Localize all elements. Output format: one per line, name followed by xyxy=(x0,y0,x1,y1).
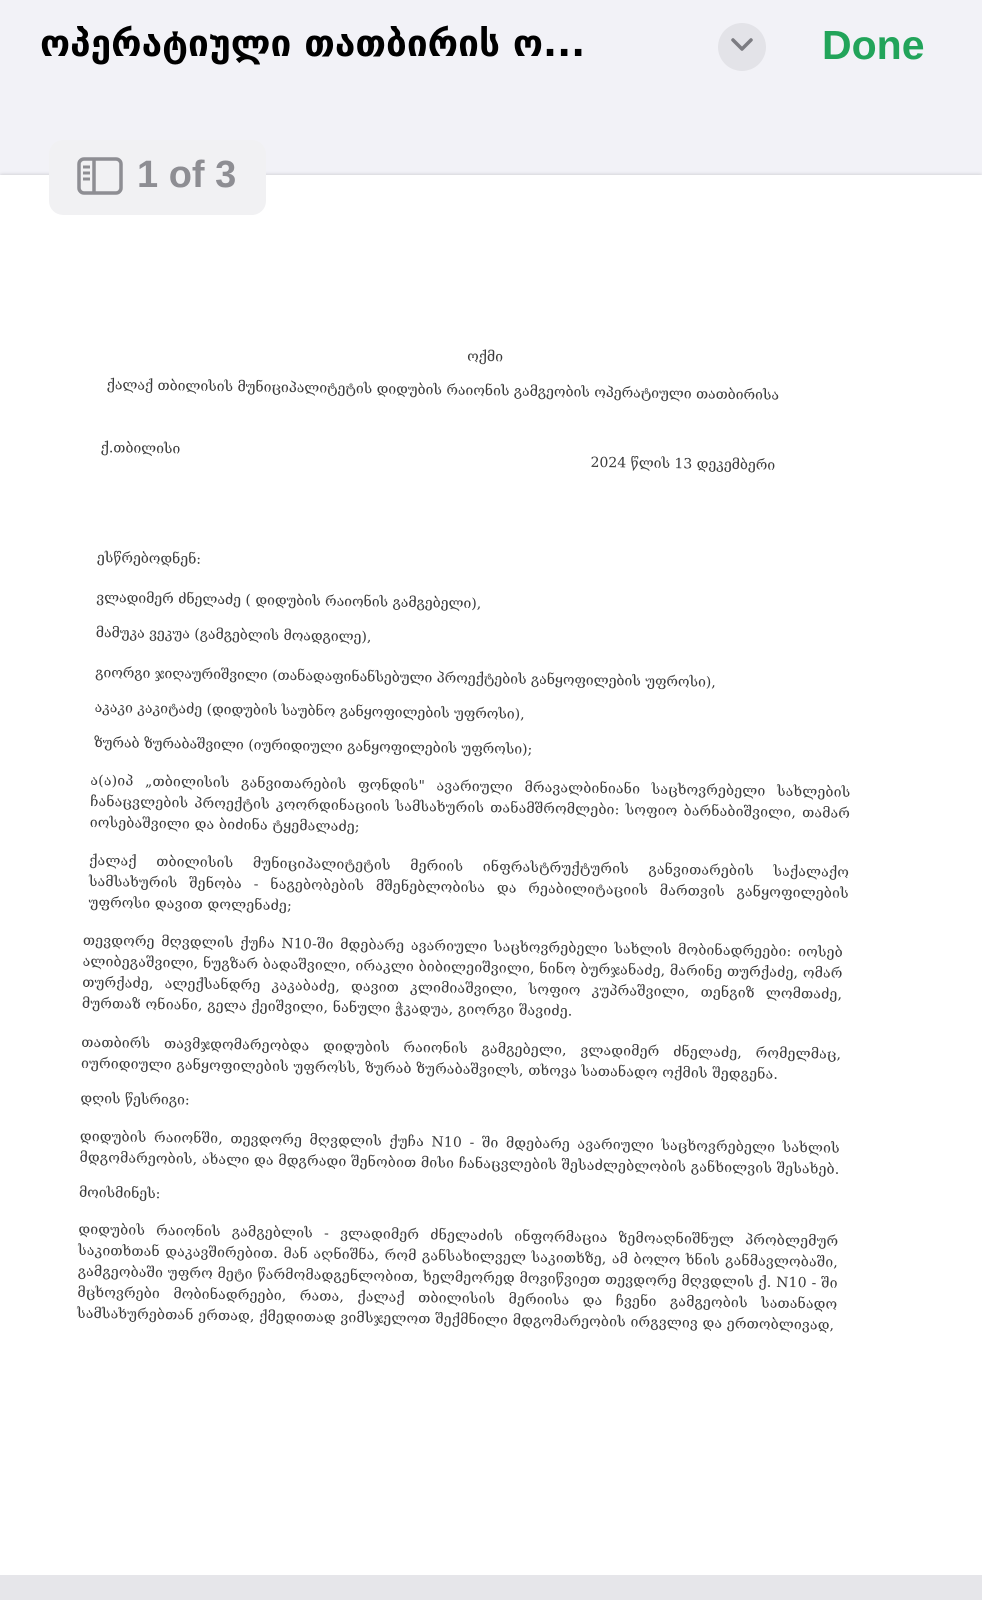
paragraph-city-office: ქალაქ თბილისის მუნიციპალიტეტის მერიის ინფრასტრუქტურის განვითარების საქალაქო სამსახურის შენობა - ნაგებობების მშენებლობისა და რეაბილიტაციის მართვის განყოფილების უფროსი დავით დოლენაძე; xyxy=(88,852,850,915)
agenda-text: დიდუბის რაიონში, თევდორე მღვდლის ქუჩა N10 - ში მდებარე ავარიული საცხოვრებელი სახლის მდგომარეობის, ახალი და მდგრადი შენობით მისი ჩანაცვლების შესაძლებლობის განხილვის შესახებ. xyxy=(79,1128,840,1178)
document-page xyxy=(0,175,982,1575)
chevron-down-icon xyxy=(730,37,754,57)
title-menu-button[interactable] xyxy=(718,23,766,71)
doc-city: ქ.თბილისი xyxy=(100,440,181,458)
page-indicator[interactable] xyxy=(49,140,266,215)
doc-date: 2024 წლის 13 დეკემბერი xyxy=(590,454,776,474)
attendee-item: ვლადიმერ ძნელაძე ( დიდუბის რაიონის გამგებელი), xyxy=(96,590,482,613)
attendee-item: აკაკი კაკიტაძე (დიდუბის საუბნო განყოფილების უფროსი), xyxy=(94,700,525,723)
bottom-edge xyxy=(0,1575,982,1600)
attendee-item: მამუკა ვეკუა (გამგებლის მოადგილე), xyxy=(95,625,372,646)
attendee-item: ზურაბ ზურაბაშვილი (იურიდიული განყოფილების უფროსი); xyxy=(93,735,533,758)
agenda-label: დღის წესრიგი: xyxy=(80,1090,190,1109)
sidebar-icon[interactable] xyxy=(77,157,123,199)
done-button[interactable]: Done xyxy=(822,22,925,68)
page-counter: 1 of 3 xyxy=(137,154,237,196)
paragraph-residents: თევდორე მღვდლის ქუჩა N10-ში მდებარე ავარიული საცხოვრებელი სახლის მობინადრეები: იოსებ ალიბეგაშვილი, ნუგზარ ბადაშვილი, ირაკლი ბიბილეიშვილი, ნინო ბურჯანაძე, მარინე თურქაძე, ომარ თურქაძე, ალექსანდრე კაკაბაძე, დავით კლიმიაშვილი, სოფიო კუპრაშვილი, თენგიზ ლომთაძე, მურთაზ ონიანი, გელა ქეიშვილი, ნანული ჭკადუა, გიორგი შავიძე. xyxy=(81,932,844,1020)
paragraph-fund: ა(ა)იპ „თბილისის განვითარების ფონდის" ავარიული მრავალბინიანი საცხოვრებელი სახლების ჩანაცვლების პროექტის კოორდინაციის სამსახურის თანამშრომლები: სოფიო ბარნაბიშვილი, თამარ იოსებაშვილი და ბიძინა ტყემალაძე; xyxy=(89,773,851,836)
heard-text: დიდუბის რაიონის გამგებლის - ვლადიმერ ძნელაძის ინფორმაცია ზემოაღნიშნულ პრობლემურ საკითხთან დაკავშირებით. მან აღნიშნა, რომ განსახილველ საკითხზე, ამ ბოლო ხნის განმავლობაში, გამგეობაში უფრო მეტი წარმომადგენლობით, ხელმეორედ მოვიწვიეთ თევდორე მღვდლის ქ. N10 - ში მცხოვრები მობინადრეები, რათა, ქალაქ თბილისის მერიისა და ჩვენი გამგეობის სათანადო სამსახურებთან ერთად, ქმედითად ვიმსჯელოთ შექმნილი მდგომარეობის ირგვლივ და ერთობლივად, xyxy=(76,1221,839,1334)
doc-subheading: ქალაქ თბილისის მუნიციპალიტეტის დიდუბის რაიონის გამგეობის ოპერატიული თათბირისა xyxy=(106,377,780,404)
heard-label: მოისმინეს: xyxy=(78,1184,161,1203)
paragraph-chair: თათბირს თავმჯდომარეობდა დიდუბის რაიონის გამგებელი, ვლადიმერ ძნელაძე, რომელმაც, იურიდიული განყოფილების უფროსს, ზურაბ ზურაბაშვილს, თხოვა სათანადო ოქმის შედგენა. xyxy=(80,1034,842,1083)
document-title[interactable]: ოპერატიული თათბირის ო... xyxy=(40,22,586,65)
attendees-label: ესწრებოდნენ: xyxy=(96,550,202,568)
doc-heading: ოქმი xyxy=(467,348,504,366)
attendee-item: გიორგი ჯიღაურიშვილი (თანადაფინანსებული პროექტების განყოფილების უფროსი), xyxy=(95,665,716,691)
